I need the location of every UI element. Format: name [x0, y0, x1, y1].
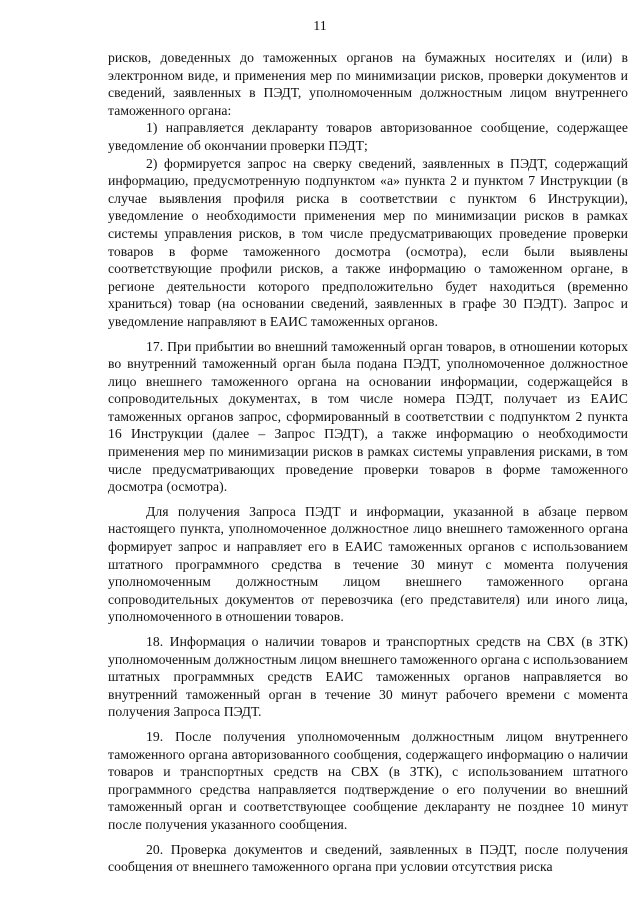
page-number: 11: [313, 19, 327, 34]
paragraph-clause-17: 17. При прибытии во внешний таможенный орган товаров, в отношении которых во внутренний таможенный орган была подана ПЭДТ, уполномоченное должностное лицо внешнего таможенного органа на основании информации, содержащейся в сопроводительных документах, в том числе номера ПЭДТ, получает из ЕАИС таможенных органов запрос, сформированный в соответствии с подпунктом 2 пункта 16 Инструкции (далее – Запрос ПЭДТ), а также информацию о необходимости применения мер по минимизации рисков в рамках системы управления рисками, в том числе предусматривающих проведение проверки товаров в форме таможенного досмотра (осмотра).: [108, 338, 628, 495]
paragraph-item-2: 2) формируется запрос на сверку сведений, заявленных в ПЭДТ, содержащий информацию, предусмотренную подпунктом «а» пункта 2 и пунктом 7 Инструкции (в случае выявления профиля риска в соответствии с пунктом 6 Инструкции), уведомление о необходимости применения мер по минимизации рисков в рамках системы управления рисков, в том числе предусматривающих проведение проверки товаров в форме таможенного досмотра (осмотра), если были выявлены соответствующие профили рисков, а также информацию о таможенном органе, в регионе деятельности которого предположительно будет находиться (временно храниться) товар (на основании сведений, заявленных в графе 30 ПЭДТ). Запрос и уведомление направляют в ЕАИС таможенных органов.: [108, 155, 628, 329]
paragraph-clause-18: 18. Информация о наличии товаров и транспортных средств на СВХ (в ЗТК) уполномоченным должностным лицом внешнего таможенного органа с использованием штатных программных средств ЕАИС таможенных органов направляется во внутренний таможенный орган в течение 30 минут рабочего времени с момента получения Запроса ПЭДТ.: [108, 634, 628, 720]
paragraph-clause-17-second: Для получения Запроса ПЭДТ и информации, указанной в абзаце первом настоящего пункта, уполномоченное должностное лицо внешнего таможенного органа формирует запрос и направляет его в ЕАИС таможенных органов с использованием штатного программного средства в течение 30 минут с момента получения уполномоченным должностным лицом внешнего таможенного органа сопроводительных документов от перевозчика (его представителя) или иного лица, уполномоченного в отношении товаров.: [108, 503, 628, 625]
paragraph-continuation: рисков, доведенных до таможенных органов на бумажных носителях и (или) в электронном виде, и применения мер по минимизации рисков, проверки документов и сведений, заявленных в ПЭДТ, уполномоченным должностным лицом внутреннего таможенного органа:: [108, 50, 628, 118]
paragraph-item-1: 1) направляется декларанту товаров авторизованное сообщение, содержащее уведомление об окончании проверки ПЭДТ;: [108, 120, 628, 153]
paragraph-clause-20: 20. Проверка документов и сведений, заявленных в ПЭДТ, после получения сообщения от внешнего таможенного органа при условии отсутствия риска: [108, 841, 628, 875]
paragraph-clause-19: 19. После получения уполномоченным должностным лицом внутреннего таможенного органа авторизованного сообщения, содержащего информацию о наличии товаров и транспортных средств на СВХ (в ЗТК), с использованием штатного программного средства направляется подтверждение о его получении во внешний таможенный орган и соответствующее сообщение декларанту не позднее 10 минут после получения указанного сообщения.: [108, 728, 628, 832]
document-body: [108, 49, 628, 876]
